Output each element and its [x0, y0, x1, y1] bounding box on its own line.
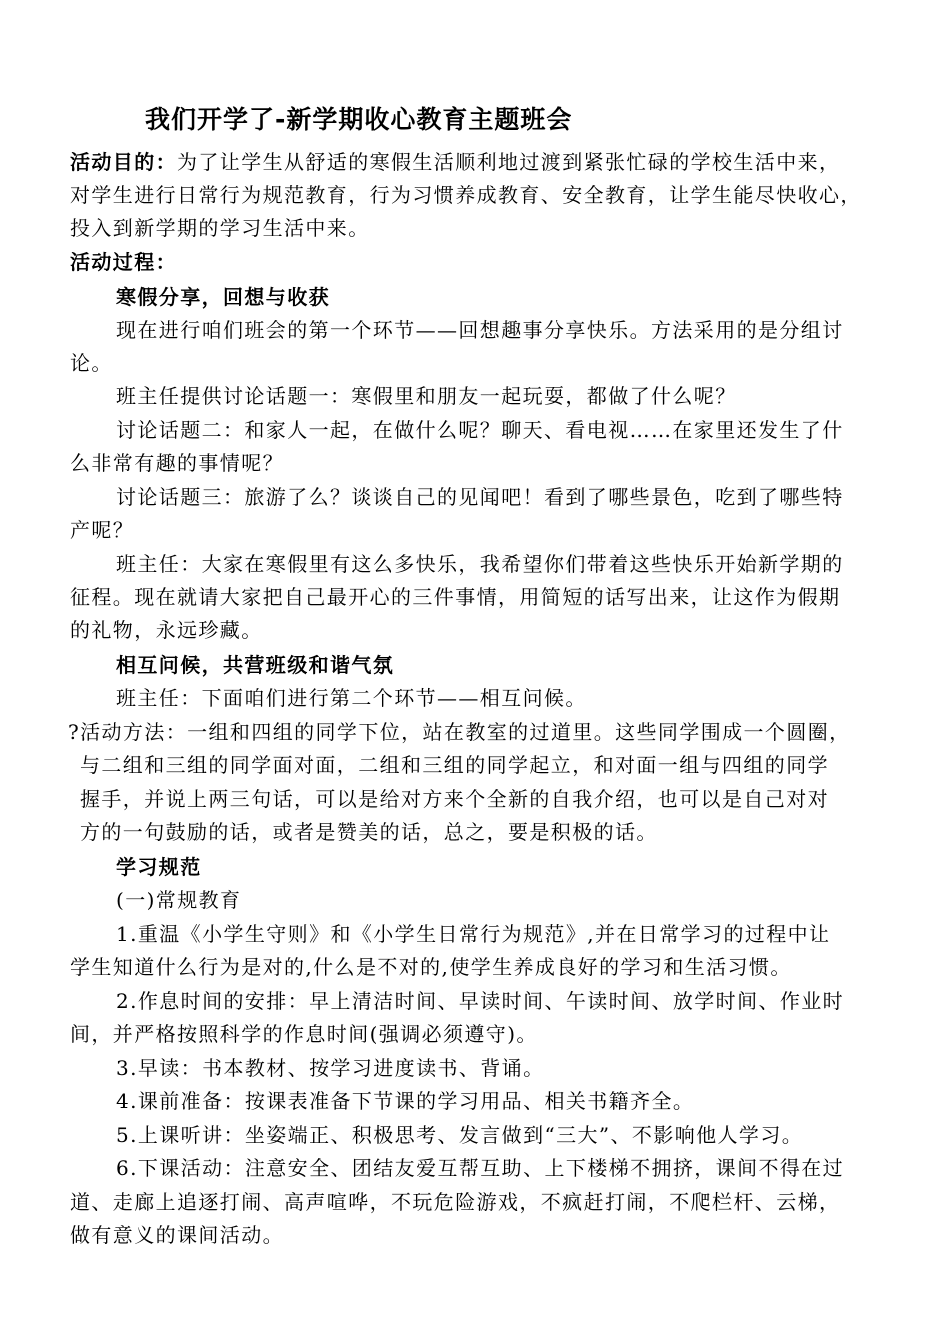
paragraph-line: 道、走廊上追逐打闹、高声喧哗，不玩危险游戏，不疯赶打闹，不爬栏杆、云梯，	[70, 1190, 841, 1214]
paragraph-line: 间，并严格按照科学的作息时间(强调必须遵守)。	[70, 1022, 538, 1046]
paragraph-line: 的礼物，永远珍藏。	[70, 618, 263, 642]
paragraph-line: 5.上课听讲：坐姿端正、积极思考、发言做到“三大”、不影响他人学习。	[116, 1123, 804, 1147]
purpose-line-1: 活动目的：为了让学生从舒适的寒假生活顺利地过渡到紧张忙碌的学校生活中来，	[70, 150, 841, 174]
paragraph-line: 2.作息时间的安排：早上清洁时间、早读时间、午读时间、放学时间、作业时	[116, 989, 845, 1013]
paragraph-line: 班主任：大家在寒假里有这么多快乐，我希望你们带着这些快乐开始新学期的	[116, 552, 844, 576]
page-title: 我们开学了-新学期收心教育主题班会	[145, 105, 573, 134]
paragraph-line: 么非常有趣的事情呢？	[70, 451, 284, 475]
paragraph-line: 3.早读：书本教材、按学习进度读书、背诵。	[116, 1056, 545, 1080]
paragraph-line: 征程。现在就请大家把自己最开心的三件事情，用简短的话写出来，让这作为假期	[70, 585, 841, 609]
paragraph-line: ?活动方法：一组和四组的同学下位，站在教室的过道里。这些同学围成一个圆圈，	[68, 720, 851, 744]
section-heading-3: 学习规范	[116, 855, 202, 879]
paragraph-line: 产呢？	[70, 518, 135, 542]
section-heading-2: 相互问候，共营班级和谐气氛	[116, 653, 395, 677]
paragraph-line: 现在进行咱们班会的第一个环节——回想趣事分享快乐。方法采用的是分组讨	[116, 318, 844, 342]
paragraph-line: 论。	[70, 351, 113, 375]
paragraph-line: 学生知道什么行为是对的,什么是不对的,使学生养成良好的学习和生活习惯。	[70, 955, 792, 979]
paragraph-line: 与二组和三组的同学面对面，二组和三组的同学起立，和对面一组与四组的同学	[80, 753, 829, 777]
paragraph-line: 1.重温《小学生守则》和《小学生日常行为规范》,并在日常学习的过程中让	[116, 922, 831, 946]
subheading: (一)常规教育	[116, 888, 242, 912]
purpose-label: 活动目的：	[70, 150, 177, 174]
purpose-line-3: 投入到新学期的学习生活中来。	[70, 216, 370, 240]
paragraph-line: 握手，并说上两三句话，可以是给对方来个全新的自我介绍，也可以是自己对对	[80, 787, 829, 811]
paragraph-line: 班主任：下面咱们进行第二个环节——相互问候。	[116, 686, 587, 710]
paragraph-line: 讨论话题二：和家人一起，在做什么呢？聊天、看电视……在家里还发生了什	[116, 418, 844, 442]
paragraph-line: 做有意义的课间活动。	[70, 1223, 284, 1247]
paragraph-line: 班主任提供讨论话题一：寒假里和朋友一起玩耍，都做了什么呢？	[116, 384, 737, 408]
paragraph-line: 方的一句鼓励的话，或者是赞美的话，总之，要是积极的话。	[80, 820, 658, 844]
paragraph-line: 4.课前准备：按课表准备下节课的学习用品、相关书籍齐全。	[116, 1089, 695, 1113]
section-heading-1: 寒假分享，回想与收获	[116, 285, 330, 309]
paragraph-line: 讨论话题三：旅游了么？谈谈自己的见闻吧！看到了哪些景色，吃到了哪些特	[116, 485, 844, 509]
process-label: 活动过程：	[70, 250, 177, 274]
purpose-line-2: 对学生进行日常行为规范教育，行为习惯养成教育、安全教育，让学生能尽快收心，	[70, 183, 862, 207]
paragraph-line: 6.下课活动：注意安全、团结友爱互帮互助、上下楼梯不拥挤，课间不得在过	[116, 1156, 845, 1180]
